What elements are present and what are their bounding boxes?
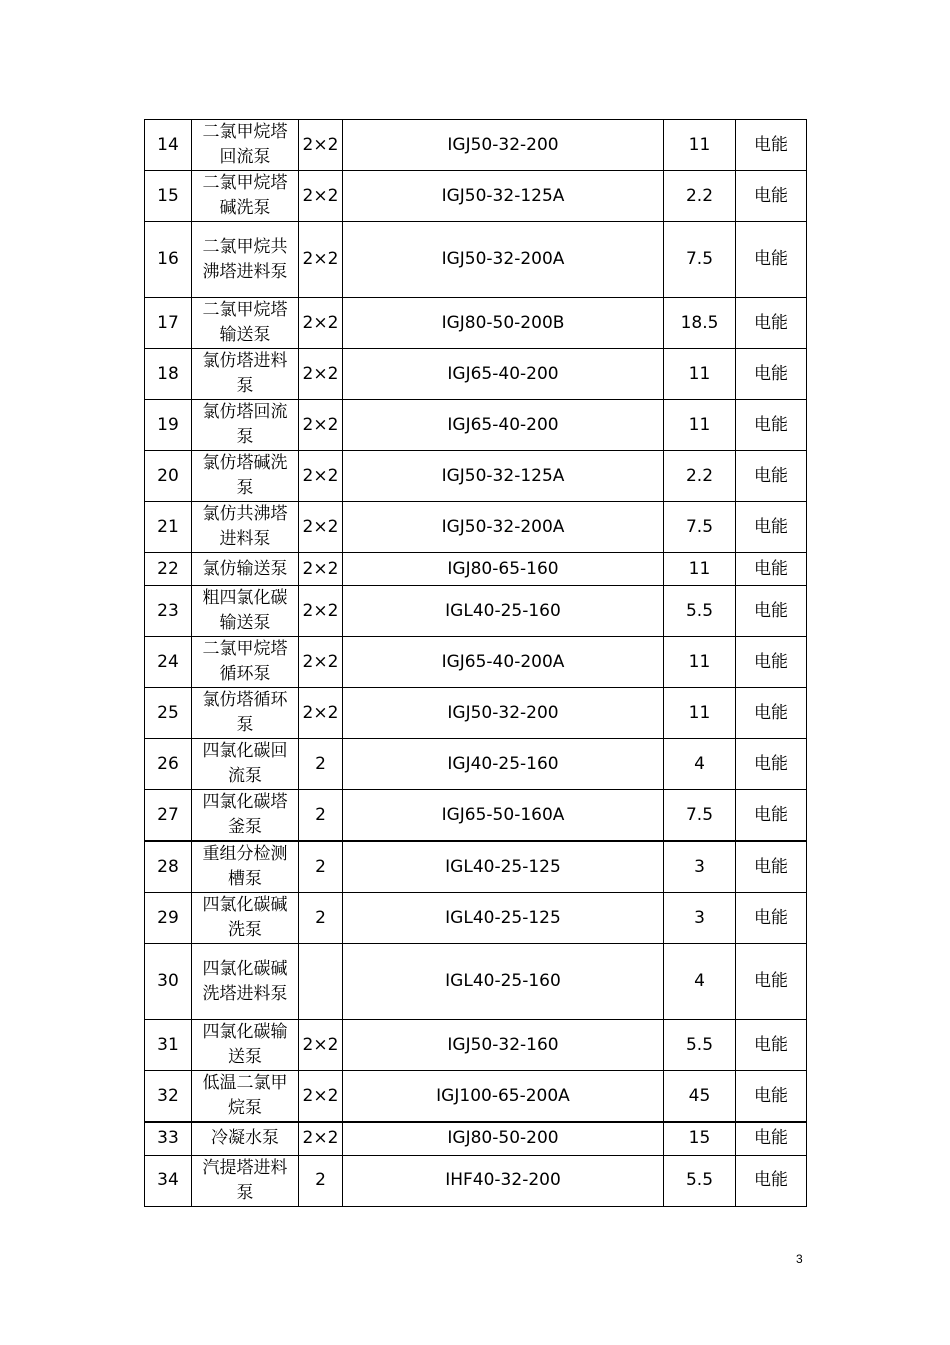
- table-row: [145, 553, 807, 586]
- cell-qty: 2×2: [299, 1020, 343, 1071]
- cell-name: 四氯化碳回流泵: [192, 739, 299, 790]
- cell-qty: 2×2: [299, 120, 343, 171]
- cell-model: IGL40-25-160: [343, 586, 664, 637]
- cell-energy: 电能: [736, 502, 807, 553]
- cell-no: 24: [145, 637, 192, 688]
- cell-qty: 2: [299, 1155, 343, 1206]
- cell-power: 11: [664, 553, 736, 586]
- cell-power: 3: [664, 893, 736, 944]
- cell-qty: 2: [299, 739, 343, 790]
- cell-name: 四氯化碳塔釜泵: [192, 790, 299, 842]
- cell-energy: 电能: [736, 1071, 807, 1123]
- cell-model: IGJ80-65-160: [343, 553, 664, 586]
- cell-model: IGJ40-25-160: [343, 739, 664, 790]
- cell-energy: 电能: [736, 739, 807, 790]
- cell-power: 15: [664, 1122, 736, 1155]
- cell-qty: 2×2: [299, 637, 343, 688]
- cell-qty: 2×2: [299, 349, 343, 400]
- cell-qty: 2×2: [299, 1071, 343, 1123]
- cell-energy: 电能: [736, 222, 807, 298]
- cell-no: 22: [145, 553, 192, 586]
- cell-power: 4: [664, 739, 736, 790]
- cell-power: 18.5: [664, 298, 736, 349]
- cell-model: IGJ50-32-160: [343, 1020, 664, 1071]
- equipment-table: [144, 119, 807, 1207]
- cell-qty: 2: [299, 893, 343, 944]
- cell-power: 7.5: [664, 790, 736, 842]
- cell-model: IGJ50-32-200A: [343, 502, 664, 553]
- cell-name: 氯仿塔进料泵: [192, 349, 299, 400]
- cell-name: 四氯化碳碱洗泵: [192, 893, 299, 944]
- cell-qty: 2×2: [299, 586, 343, 637]
- cell-no: 27: [145, 790, 192, 842]
- cell-name: 重组分检测槽泵: [192, 841, 299, 893]
- table-row: [145, 502, 807, 553]
- cell-power: 11: [664, 120, 736, 171]
- cell-name: 二氯甲烷塔回流泵: [192, 120, 299, 171]
- cell-energy: 电能: [736, 1020, 807, 1071]
- cell-qty: 2×2: [299, 451, 343, 502]
- table-row: [145, 120, 807, 171]
- cell-name: 氯仿塔循环泵: [192, 688, 299, 739]
- cell-name: 冷凝水泵: [192, 1122, 299, 1155]
- cell-power: 45: [664, 1071, 736, 1123]
- cell-model: IGL40-25-125: [343, 841, 664, 893]
- cell-no: 14: [145, 120, 192, 171]
- cell-no: 30: [145, 944, 192, 1020]
- cell-energy: 电能: [736, 400, 807, 451]
- cell-qty: [299, 944, 343, 1020]
- cell-qty: 2×2: [299, 502, 343, 553]
- cell-model: IGJ50-32-200A: [343, 222, 664, 298]
- cell-no: 28: [145, 841, 192, 893]
- table-row: [145, 451, 807, 502]
- table-row: [145, 298, 807, 349]
- cell-energy: 电能: [736, 790, 807, 842]
- cell-name: 氯仿共沸塔进料泵: [192, 502, 299, 553]
- cell-model: IHF40-32-200: [343, 1155, 664, 1206]
- cell-energy: 电能: [736, 586, 807, 637]
- cell-name: 氯仿塔碱洗泵: [192, 451, 299, 502]
- cell-model: IGJ65-40-200A: [343, 637, 664, 688]
- cell-no: 32: [145, 1071, 192, 1123]
- cell-energy: 电能: [736, 841, 807, 893]
- table-row: [145, 1155, 807, 1206]
- cell-no: 20: [145, 451, 192, 502]
- cell-energy: 电能: [736, 893, 807, 944]
- cell-no: 31: [145, 1020, 192, 1071]
- equipment-table-body: [145, 120, 807, 1207]
- cell-qty: 2: [299, 790, 343, 842]
- cell-energy: 电能: [736, 944, 807, 1020]
- cell-energy: 电能: [736, 553, 807, 586]
- cell-no: 17: [145, 298, 192, 349]
- cell-energy: 电能: [736, 1122, 807, 1155]
- cell-name: 氯仿塔回流泵: [192, 400, 299, 451]
- table-row: [145, 222, 807, 298]
- cell-energy: 电能: [736, 688, 807, 739]
- cell-no: 16: [145, 222, 192, 298]
- cell-model: IGJ65-40-200: [343, 349, 664, 400]
- cell-power: 7.5: [664, 222, 736, 298]
- cell-qty: 2×2: [299, 222, 343, 298]
- cell-model: IGL40-25-125: [343, 893, 664, 944]
- cell-energy: 电能: [736, 451, 807, 502]
- table-row: [145, 739, 807, 790]
- table-row: [145, 944, 807, 1020]
- cell-model: IGJ65-40-200: [343, 400, 664, 451]
- table-row: [145, 637, 807, 688]
- cell-model: IGL40-25-160: [343, 944, 664, 1020]
- cell-name: 二氯甲烷塔输送泵: [192, 298, 299, 349]
- cell-name: 汽提塔进料泵: [192, 1155, 299, 1206]
- cell-no: 25: [145, 688, 192, 739]
- cell-qty: 2×2: [299, 171, 343, 222]
- table-row: [145, 688, 807, 739]
- cell-power: 5.5: [664, 1020, 736, 1071]
- cell-no: 26: [145, 739, 192, 790]
- cell-name: 氯仿输送泵: [192, 553, 299, 586]
- cell-power: 2.2: [664, 451, 736, 502]
- table-row: [145, 1071, 807, 1123]
- cell-name: 二氯甲烷塔碱洗泵: [192, 171, 299, 222]
- cell-qty: 2×2: [299, 553, 343, 586]
- table-row: [145, 1122, 807, 1155]
- cell-energy: 电能: [736, 1155, 807, 1206]
- cell-qty: 2×2: [299, 400, 343, 451]
- table-row: [145, 893, 807, 944]
- cell-qty: 2×2: [299, 688, 343, 739]
- cell-energy: 电能: [736, 120, 807, 171]
- cell-energy: 电能: [736, 298, 807, 349]
- cell-power: 11: [664, 349, 736, 400]
- table-row: [145, 586, 807, 637]
- cell-no: 29: [145, 893, 192, 944]
- cell-qty: 2×2: [299, 298, 343, 349]
- cell-power: 5.5: [664, 1155, 736, 1206]
- cell-model: IGJ50-32-125A: [343, 451, 664, 502]
- cell-no: 18: [145, 349, 192, 400]
- cell-no: 33: [145, 1122, 192, 1155]
- cell-power: 5.5: [664, 586, 736, 637]
- table-row: [145, 790, 807, 842]
- cell-power: 11: [664, 637, 736, 688]
- cell-power: 3: [664, 841, 736, 893]
- cell-no: 15: [145, 171, 192, 222]
- cell-model: IGJ65-50-160A: [343, 790, 664, 842]
- cell-name: 二氯甲烷共沸塔进料泵: [192, 222, 299, 298]
- table-row: [145, 841, 807, 893]
- cell-power: 7.5: [664, 502, 736, 553]
- cell-model: IGJ50-32-200: [343, 120, 664, 171]
- table-row: [145, 349, 807, 400]
- cell-power: 2.2: [664, 171, 736, 222]
- cell-energy: 电能: [736, 637, 807, 688]
- cell-name: 四氯化碳输送泵: [192, 1020, 299, 1071]
- cell-energy: 电能: [736, 349, 807, 400]
- cell-qty: 2×2: [299, 1122, 343, 1155]
- cell-model: IGJ50-32-125A: [343, 171, 664, 222]
- table-row: [145, 171, 807, 222]
- cell-power: 4: [664, 944, 736, 1020]
- cell-power: 11: [664, 688, 736, 739]
- cell-energy: 电能: [736, 171, 807, 222]
- cell-no: 34: [145, 1155, 192, 1206]
- cell-name: 低温二氯甲烷泵: [192, 1071, 299, 1123]
- cell-model: IGJ100-65-200A: [343, 1071, 664, 1123]
- cell-no: 23: [145, 586, 192, 637]
- cell-name: 四氯化碳碱洗塔进料泵: [192, 944, 299, 1020]
- cell-name: 二氯甲烷塔循环泵: [192, 637, 299, 688]
- cell-power: 11: [664, 400, 736, 451]
- table-row: [145, 400, 807, 451]
- cell-model: IGJ50-32-200: [343, 688, 664, 739]
- page-number: 3: [796, 1252, 803, 1266]
- cell-model: IGJ80-50-200B: [343, 298, 664, 349]
- cell-model: IGJ80-50-200: [343, 1122, 664, 1155]
- table-row: [145, 1020, 807, 1071]
- cell-no: 19: [145, 400, 192, 451]
- cell-no: 21: [145, 502, 192, 553]
- cell-qty: 2: [299, 841, 343, 893]
- cell-name: 粗四氯化碳输送泵: [192, 586, 299, 637]
